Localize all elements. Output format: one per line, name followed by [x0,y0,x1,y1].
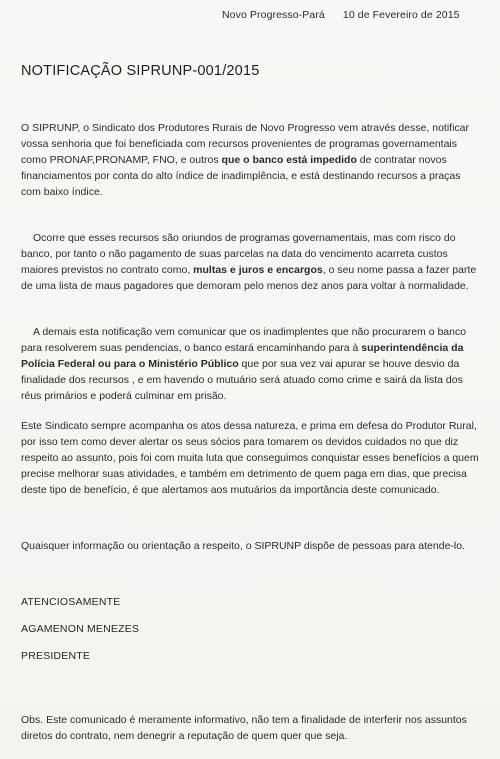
closing-text: ATENCIOSAMENTE [21,596,121,608]
paragraph-5: Quaisquer informação ou orientação a respeito, o SIPRUNP dispõe de pessoas para atende-lo. [21,540,465,552]
header-line [222,9,460,21]
paragraph-2-text-c: , o seu nome passa a fazer parte de uma lista de maus pagadores que demoram pelo menos dez anos para voltar à normalidade. [21,264,477,292]
document-title: NOTIFICAÇÃO SIPRUNP-001/2015 [21,63,260,79]
paragraph-1-bold: que o banco está impedido [221,154,357,166]
paragraph-2 [21,230,483,294]
paragraph-3 [21,324,483,404]
paragraph-3-bold: superintendência da Polícia Federal ou para o Ministério Público [21,342,464,370]
signatory-role: PRESIDENTE [21,650,91,662]
paragraph-4: Este Sindicato sempre acompanha os atos dessa natureza, e prima em defesa do Produtor Rural, por isso tem como dever alertar os seus sócios para tomarem os devidos cuidados no que diz respeito ao assunto, pois foi com muita luta que conseguimos conquistar esses benefícios a quem precise melhorar suas atividades, e também em detrimento de quem paga em dias, que precisa deste tipo de benefício, é que alertamos aos mutuários da importância deste comunicado. [21,420,479,496]
paragraph-3-text-c: que por sua vez vai apurar se houve desvio da finalidade dos recursos , e em havendo o mutuário será atuado como crime e sairá da lista dos réus primários e poderá culminar em prisão. [21,358,463,402]
paragraph-1-text-c: de contratar novos financiamentos por conta do alto índice de inadimplência, e está destinando recursos a praças com baixo índice. [21,154,461,198]
paragraph-2-text-a: Ocorre que esses recursos são oriundos de programas governamentais, mas com risco do banco, por tanto o não pagamento de suas parcelas na data do vencimento acarreta custos maiores previstos no contrato como, [21,232,456,276]
paragraph-1-text-a: O SIPRUNP, o Sindicato dos Produtores Rurais de Novo Progresso vem através desse, notificar vossa senhoria que foi beneficiada com recursos provenientes de programas governamentais como PRONAF,PRONAMP, FNO, e outros [21,122,470,166]
header-place: Novo Progresso-Pará [222,9,325,21]
paragraph-2-bold: multas e juros e encargos [193,264,323,276]
paragraph-3-text-a: A demais esta notificação vem comunicar que os inadimplentes que não procurarem o banco para resolverem suas pendencias, o banco estará encaminhando para à [21,326,467,354]
header-date: 10 de Fevereiro de 2015 [342,9,460,21]
observation-note: Obs. Este comunicado é meramente informativo, não tem a finalidade de interferir nos assuntos diretos do contrato, nem denegrir a reputação de quem quer que seja. [21,714,467,742]
signatory-name: AGAMENON MENEZES [21,623,140,635]
paragraph-1 [21,120,483,200]
